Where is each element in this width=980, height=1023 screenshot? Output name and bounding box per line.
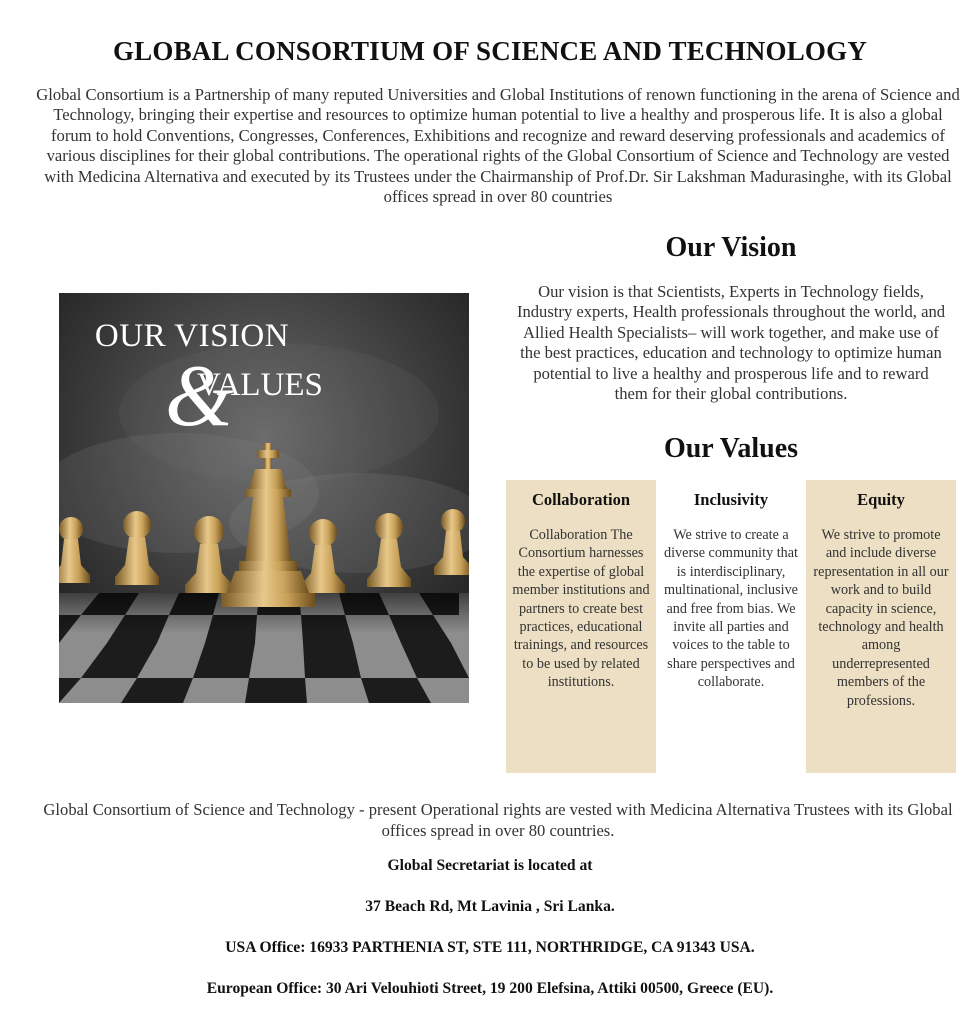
value-description: Collaboration The Consortium harnesses the expertise of global member institutions and partners to create best practices, educational trainings, and resources to be used by related institutions. [512, 527, 650, 691]
secretariat-address: 37 Beach Rd, Mt Lavinia , Sri Lanka. [365, 898, 615, 915]
value-description: We strive to promote and include diverse representation in all our work and to build capacity in science, technology and health among underrepresented members of the professions. [813, 527, 949, 709]
usa-office-address: USA Office: 16933 PARTHENIA ST, STE 111, NORTHRIDGE, CA 91343 USA. [225, 939, 755, 956]
vision-paragraph: Our vision is that Scientists, Experts in Technology fields, Industry experts, Health professionals throughout the world, and Allied Health Specialists– will work together, and make use of the best practices, education and technology to optimize human potential to live a healthy and prosperous life and to reward them for their global contributions. [516, 282, 946, 404]
value-card-collaboration [506, 480, 656, 773]
footer-paragraph: Global Consortium of Science and Technology - present Operational rights are vested with Medicina Alternativa Trustees with its Global offices spread in over 80 countries. [43, 800, 953, 840]
value-description: We strive to create a diverse community that is interdisciplinary, multinational, inclusive and free from bias. We invite all parties and voices to the table to share perspectives and collaborate. [664, 527, 798, 691]
value-card-equity [806, 480, 956, 773]
european-office-address: European Office: 30 Ari Velouhioti Street, 19 200 Elefsina, Attiki 00500, Greece (EU). [206, 980, 774, 997]
value-title: Equity [857, 490, 905, 509]
intro-paragraph: Global Consortium is a Partnership of many reputed Universities and Global Institutions of renown functioning in the arena of Science and Technology, bringing their expertise and resources to optimize human potential to live a healthy and prosperous life. It is also a global forum to hold Conventions, Congresses, Conferences, Exhibitions and recognize and reward deserving professionals and academics of various disciplines for their global contributions. The operational rights of the Global Consortium of Science and Technology are vested with Medicina Alternativa and executed by its Trustees under the Chairmanship of Prof.Dr. Sir Lakshman Madurasinghe, with its Global offices spread in over 80 countries [36, 85, 960, 207]
vision-values-image [59, 293, 469, 703]
value-card-inclusivity [656, 480, 806, 773]
value-title: Collaboration [531, 490, 631, 509]
page-title: GLOBAL CONSORTIUM OF SCIENCE AND TECHNOLOGY [112, 36, 868, 66]
values-heading: Our Values [663, 433, 799, 464]
secretariat-label: Global Secretariat is located at [387, 857, 593, 874]
chessboard [59, 593, 469, 703]
image-title-ampersand: & [165, 348, 234, 445]
chess-illustration [59, 293, 469, 703]
vision-heading: Our Vision [665, 232, 797, 263]
image-title-line1: OUR VISION [94, 318, 290, 354]
image-title-line2: VALUES [197, 367, 323, 403]
value-title: Inclusivity [693, 490, 769, 509]
values-grid [506, 480, 956, 773]
